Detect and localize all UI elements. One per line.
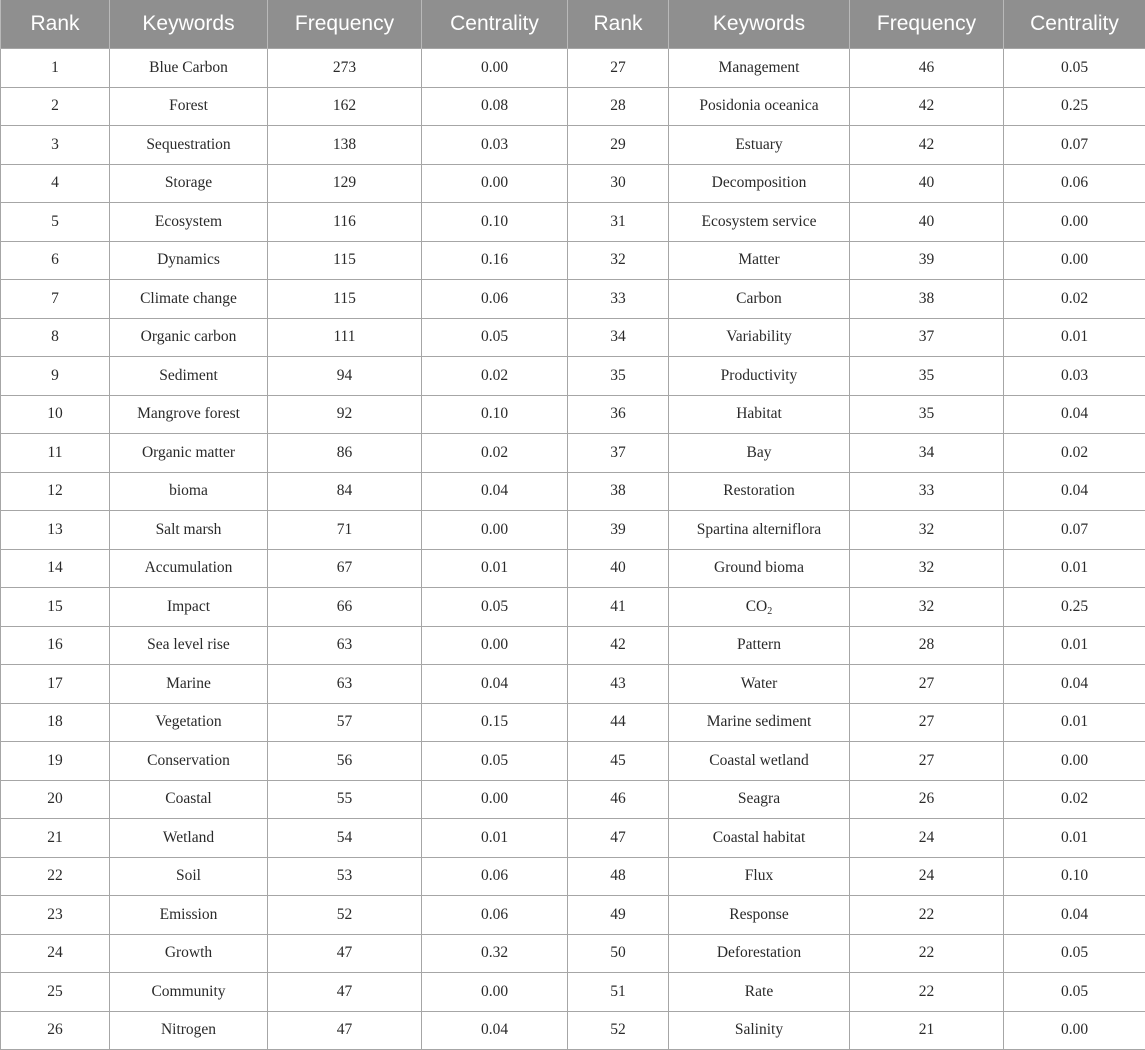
rank-cell: 9 bbox=[1, 357, 110, 396]
rank-cell: 46 bbox=[568, 780, 669, 819]
frequency-cell: 42 bbox=[850, 126, 1004, 165]
keyword-cell: Blue Carbon bbox=[110, 49, 268, 88]
table-row bbox=[1, 434, 1145, 473]
rank-cell: 11 bbox=[1, 434, 110, 473]
centrality-cell: 0.00 bbox=[422, 511, 568, 550]
centrality-cell: 0.02 bbox=[1004, 434, 1145, 473]
rank-cell: 35 bbox=[568, 357, 669, 396]
rank-cell: 31 bbox=[568, 203, 669, 242]
rank-cell: 14 bbox=[1, 549, 110, 588]
keyword-cell: Forest bbox=[110, 87, 268, 126]
keyword-text: CO bbox=[746, 598, 768, 615]
rank-cell: 36 bbox=[568, 395, 669, 434]
keyword-cell: Emission bbox=[110, 896, 268, 935]
frequency-cell: 84 bbox=[268, 472, 422, 511]
keyword-cell: Accumulation bbox=[110, 549, 268, 588]
keyword-cell: Estuary bbox=[669, 126, 850, 165]
centrality-cell: 0.02 bbox=[422, 357, 568, 396]
table-row bbox=[1, 896, 1145, 935]
rank-cell: 10 bbox=[1, 395, 110, 434]
table-row bbox=[1, 49, 1145, 88]
rank-cell: 4 bbox=[1, 164, 110, 203]
header-frequency: Frequency bbox=[268, 0, 422, 49]
frequency-cell: 26 bbox=[850, 780, 1004, 819]
centrality-cell: 0.03 bbox=[1004, 357, 1145, 396]
keyword-cell: Posidonia oceanica bbox=[669, 87, 850, 126]
frequency-cell: 22 bbox=[850, 973, 1004, 1012]
keyword-cell: Ecosystem service bbox=[669, 203, 850, 242]
frequency-cell: 52 bbox=[268, 896, 422, 935]
keyword-cell: Flux bbox=[669, 857, 850, 896]
rank-cell: 13 bbox=[1, 511, 110, 550]
header-centrality: Centrality bbox=[422, 0, 568, 49]
centrality-cell: 0.01 bbox=[1004, 703, 1145, 742]
centrality-cell: 0.00 bbox=[422, 164, 568, 203]
keyword-cell: bioma bbox=[110, 472, 268, 511]
centrality-cell: 0.00 bbox=[422, 780, 568, 819]
centrality-cell: 0.05 bbox=[422, 742, 568, 781]
keyword-cell: Soil bbox=[110, 857, 268, 896]
rank-cell: 45 bbox=[568, 742, 669, 781]
table-row bbox=[1, 588, 1145, 627]
table-row bbox=[1, 665, 1145, 704]
keyword-cell: Mangrove forest bbox=[110, 395, 268, 434]
table-row bbox=[1, 1011, 1145, 1050]
centrality-cell: 0.06 bbox=[422, 280, 568, 319]
frequency-cell: 22 bbox=[850, 896, 1004, 935]
rank-cell: 30 bbox=[568, 164, 669, 203]
centrality-cell: 0.10 bbox=[422, 203, 568, 242]
centrality-cell: 0.00 bbox=[422, 973, 568, 1012]
rank-cell: 37 bbox=[568, 434, 669, 473]
keyword-cell: Deforestation bbox=[669, 934, 850, 973]
keyword-cell: Marine sediment bbox=[669, 703, 850, 742]
keyword-cell: Sequestration bbox=[110, 126, 268, 165]
frequency-cell: 67 bbox=[268, 549, 422, 588]
frequency-cell: 46 bbox=[850, 49, 1004, 88]
frequency-cell: 162 bbox=[268, 87, 422, 126]
centrality-cell: 0.00 bbox=[1004, 241, 1145, 280]
table-row bbox=[1, 934, 1145, 973]
keyword-cell: Management bbox=[669, 49, 850, 88]
keyword-cell: Salinity bbox=[669, 1011, 850, 1050]
rank-cell: 22 bbox=[1, 857, 110, 896]
table-row bbox=[1, 203, 1145, 242]
frequency-cell: 42 bbox=[850, 87, 1004, 126]
centrality-cell: 0.16 bbox=[422, 241, 568, 280]
rank-cell: 51 bbox=[568, 973, 669, 1012]
rank-cell: 17 bbox=[1, 665, 110, 704]
keyword-cell bbox=[669, 588, 850, 627]
rank-cell: 38 bbox=[568, 472, 669, 511]
keyword-cell: Coastal bbox=[110, 780, 268, 819]
header-rank: Rank bbox=[1, 0, 110, 49]
keyword-cell: Coastal habitat bbox=[669, 819, 850, 858]
frequency-cell: 111 bbox=[268, 318, 422, 357]
keyword-cell: Storage bbox=[110, 164, 268, 203]
centrality-cell: 0.02 bbox=[1004, 780, 1145, 819]
header-centrality: Centrality bbox=[1004, 0, 1145, 49]
rank-cell: 33 bbox=[568, 280, 669, 319]
rank-cell: 52 bbox=[568, 1011, 669, 1050]
rank-cell: 8 bbox=[1, 318, 110, 357]
frequency-cell: 27 bbox=[850, 665, 1004, 704]
rank-cell: 24 bbox=[1, 934, 110, 973]
rank-cell: 28 bbox=[568, 87, 669, 126]
centrality-cell: 0.00 bbox=[422, 626, 568, 665]
header-rank: Rank bbox=[568, 0, 669, 49]
table-row bbox=[1, 511, 1145, 550]
centrality-cell: 0.05 bbox=[1004, 49, 1145, 88]
centrality-cell: 0.06 bbox=[1004, 164, 1145, 203]
frequency-cell: 40 bbox=[850, 203, 1004, 242]
rank-cell: 7 bbox=[1, 280, 110, 319]
centrality-cell: 0.01 bbox=[422, 549, 568, 588]
centrality-cell: 0.04 bbox=[422, 472, 568, 511]
keyword-cell: Sea level rise bbox=[110, 626, 268, 665]
centrality-cell: 0.04 bbox=[422, 665, 568, 704]
keyword-cell: Marine bbox=[110, 665, 268, 704]
table-row bbox=[1, 241, 1145, 280]
frequency-cell: 35 bbox=[850, 395, 1004, 434]
table-row bbox=[1, 857, 1145, 896]
frequency-cell: 54 bbox=[268, 819, 422, 858]
keyword-cell: Productivity bbox=[669, 357, 850, 396]
centrality-cell: 0.01 bbox=[1004, 626, 1145, 665]
centrality-cell: 0.25 bbox=[1004, 87, 1145, 126]
centrality-cell: 0.02 bbox=[422, 434, 568, 473]
centrality-cell: 0.04 bbox=[422, 1011, 568, 1050]
table-row bbox=[1, 703, 1145, 742]
rank-cell: 27 bbox=[568, 49, 669, 88]
table-row bbox=[1, 626, 1145, 665]
table-row bbox=[1, 549, 1145, 588]
frequency-cell: 37 bbox=[850, 318, 1004, 357]
keyword-cell: Pattern bbox=[669, 626, 850, 665]
frequency-cell: 24 bbox=[850, 857, 1004, 896]
frequency-cell: 33 bbox=[850, 472, 1004, 511]
rank-cell: 21 bbox=[1, 819, 110, 858]
keyword-cell: Climate change bbox=[110, 280, 268, 319]
frequency-cell: 40 bbox=[850, 164, 1004, 203]
keyword-cell: Water bbox=[669, 665, 850, 704]
header-keywords: Keywords bbox=[110, 0, 268, 49]
frequency-cell: 47 bbox=[268, 1011, 422, 1050]
table-row bbox=[1, 395, 1145, 434]
rank-cell: 47 bbox=[568, 819, 669, 858]
keyword-cell: Ground bioma bbox=[669, 549, 850, 588]
table-row bbox=[1, 742, 1145, 781]
rank-cell: 29 bbox=[568, 126, 669, 165]
centrality-cell: 0.01 bbox=[1004, 318, 1145, 357]
centrality-cell: 0.06 bbox=[422, 896, 568, 935]
rank-cell: 32 bbox=[568, 241, 669, 280]
keyword-cell: Ecosystem bbox=[110, 203, 268, 242]
centrality-cell: 0.00 bbox=[422, 49, 568, 88]
frequency-cell: 27 bbox=[850, 703, 1004, 742]
header-keywords: Keywords bbox=[669, 0, 850, 49]
table-header-row bbox=[1, 0, 1145, 49]
keyword-cell: Coastal wetland bbox=[669, 742, 850, 781]
keyword-cell: Decomposition bbox=[669, 164, 850, 203]
keyword-cell: Vegetation bbox=[110, 703, 268, 742]
centrality-cell: 0.08 bbox=[422, 87, 568, 126]
frequency-cell: 71 bbox=[268, 511, 422, 550]
table-row bbox=[1, 973, 1145, 1012]
table-row bbox=[1, 357, 1145, 396]
table-row bbox=[1, 164, 1145, 203]
frequency-cell: 63 bbox=[268, 665, 422, 704]
table-row bbox=[1, 280, 1145, 319]
frequency-cell: 28 bbox=[850, 626, 1004, 665]
centrality-cell: 0.10 bbox=[422, 395, 568, 434]
centrality-cell: 0.00 bbox=[1004, 203, 1145, 242]
table-body bbox=[1, 49, 1145, 1050]
keyword-cell: Sediment bbox=[110, 357, 268, 396]
centrality-cell: 0.01 bbox=[1004, 549, 1145, 588]
rank-cell: 49 bbox=[568, 896, 669, 935]
rank-cell: 48 bbox=[568, 857, 669, 896]
keyword-cell: Bay bbox=[669, 434, 850, 473]
centrality-cell: 0.05 bbox=[422, 588, 568, 627]
frequency-cell: 129 bbox=[268, 164, 422, 203]
rank-cell: 6 bbox=[1, 241, 110, 280]
frequency-cell: 39 bbox=[850, 241, 1004, 280]
frequency-cell: 92 bbox=[268, 395, 422, 434]
frequency-cell: 32 bbox=[850, 549, 1004, 588]
frequency-cell: 32 bbox=[850, 511, 1004, 550]
frequency-cell: 56 bbox=[268, 742, 422, 781]
keyword-cell: Wetland bbox=[110, 819, 268, 858]
frequency-cell: 63 bbox=[268, 626, 422, 665]
frequency-cell: 53 bbox=[268, 857, 422, 896]
frequency-cell: 35 bbox=[850, 357, 1004, 396]
frequency-cell: 273 bbox=[268, 49, 422, 88]
keyword-cell: Nitrogen bbox=[110, 1011, 268, 1050]
centrality-cell: 0.05 bbox=[1004, 934, 1145, 973]
rank-cell: 42 bbox=[568, 626, 669, 665]
rank-cell: 12 bbox=[1, 472, 110, 511]
rank-cell: 5 bbox=[1, 203, 110, 242]
rank-cell: 41 bbox=[568, 588, 669, 627]
frequency-cell: 34 bbox=[850, 434, 1004, 473]
keyword-cell: Carbon bbox=[669, 280, 850, 319]
rank-cell: 1 bbox=[1, 49, 110, 88]
rank-cell: 43 bbox=[568, 665, 669, 704]
frequency-cell: 24 bbox=[850, 819, 1004, 858]
frequency-cell: 47 bbox=[268, 934, 422, 973]
frequency-cell: 94 bbox=[268, 357, 422, 396]
centrality-cell: 0.03 bbox=[422, 126, 568, 165]
frequency-cell: 115 bbox=[268, 280, 422, 319]
rank-cell: 23 bbox=[1, 896, 110, 935]
centrality-cell: 0.04 bbox=[1004, 395, 1145, 434]
frequency-cell: 86 bbox=[268, 434, 422, 473]
table-row bbox=[1, 819, 1145, 858]
keyword-cell: Growth bbox=[110, 934, 268, 973]
keyword-cell: Community bbox=[110, 973, 268, 1012]
rank-cell: 3 bbox=[1, 126, 110, 165]
keyword-cell: Impact bbox=[110, 588, 268, 627]
keyword-cell: Variability bbox=[669, 318, 850, 357]
keyword-cell: Dynamics bbox=[110, 241, 268, 280]
table-row bbox=[1, 126, 1145, 165]
keyword-cell: Salt marsh bbox=[110, 511, 268, 550]
keyword-cell: Habitat bbox=[669, 395, 850, 434]
centrality-cell: 0.00 bbox=[1004, 742, 1145, 781]
centrality-cell: 0.01 bbox=[1004, 819, 1145, 858]
rank-cell: 16 bbox=[1, 626, 110, 665]
centrality-cell: 0.00 bbox=[1004, 1011, 1145, 1050]
rank-cell: 50 bbox=[568, 934, 669, 973]
keyword-cell: Rate bbox=[669, 973, 850, 1012]
keyword-cell: Organic matter bbox=[110, 434, 268, 473]
rank-cell: 15 bbox=[1, 588, 110, 627]
table-row bbox=[1, 472, 1145, 511]
centrality-cell: 0.15 bbox=[422, 703, 568, 742]
frequency-cell: 138 bbox=[268, 126, 422, 165]
centrality-cell: 0.01 bbox=[422, 819, 568, 858]
centrality-cell: 0.04 bbox=[1004, 896, 1145, 935]
rank-cell: 19 bbox=[1, 742, 110, 781]
rank-cell: 25 bbox=[1, 973, 110, 1012]
frequency-cell: 116 bbox=[268, 203, 422, 242]
frequency-cell: 22 bbox=[850, 934, 1004, 973]
centrality-cell: 0.04 bbox=[1004, 665, 1145, 704]
centrality-cell: 0.04 bbox=[1004, 472, 1145, 511]
rank-cell: 18 bbox=[1, 703, 110, 742]
table-row bbox=[1, 318, 1145, 357]
header-frequency: Frequency bbox=[850, 0, 1004, 49]
centrality-cell: 0.05 bbox=[1004, 973, 1145, 1012]
frequency-cell: 66 bbox=[268, 588, 422, 627]
rank-cell: 34 bbox=[568, 318, 669, 357]
rank-cell: 26 bbox=[1, 1011, 110, 1050]
centrality-cell: 0.06 bbox=[422, 857, 568, 896]
table-row bbox=[1, 780, 1145, 819]
rank-cell: 40 bbox=[568, 549, 669, 588]
centrality-cell: 0.25 bbox=[1004, 588, 1145, 627]
frequency-cell: 38 bbox=[850, 280, 1004, 319]
centrality-cell: 0.10 bbox=[1004, 857, 1145, 896]
centrality-cell: 0.02 bbox=[1004, 280, 1145, 319]
frequency-cell: 21 bbox=[850, 1011, 1004, 1050]
centrality-cell: 0.07 bbox=[1004, 126, 1145, 165]
rank-cell: 44 bbox=[568, 703, 669, 742]
rank-cell: 20 bbox=[1, 780, 110, 819]
frequency-cell: 55 bbox=[268, 780, 422, 819]
rank-cell: 39 bbox=[568, 511, 669, 550]
rank-cell: 2 bbox=[1, 87, 110, 126]
frequency-cell: 27 bbox=[850, 742, 1004, 781]
frequency-cell: 57 bbox=[268, 703, 422, 742]
frequency-cell: 115 bbox=[268, 241, 422, 280]
frequency-cell: 32 bbox=[850, 588, 1004, 627]
keyword-cell: Response bbox=[669, 896, 850, 935]
keyword-cell: Conservation bbox=[110, 742, 268, 781]
keyword-subscript: 2 bbox=[767, 606, 772, 617]
frequency-cell: 47 bbox=[268, 973, 422, 1012]
table-row bbox=[1, 87, 1145, 126]
keyword-cell: Spartina alterniflora bbox=[669, 511, 850, 550]
keyword-cell: Matter bbox=[669, 241, 850, 280]
centrality-cell: 0.07 bbox=[1004, 511, 1145, 550]
centrality-cell: 0.32 bbox=[422, 934, 568, 973]
keyword-cell: Organic carbon bbox=[110, 318, 268, 357]
keyword-cell: Restoration bbox=[669, 472, 850, 511]
centrality-cell: 0.05 bbox=[422, 318, 568, 357]
keyword-cell: Seagra bbox=[669, 780, 850, 819]
